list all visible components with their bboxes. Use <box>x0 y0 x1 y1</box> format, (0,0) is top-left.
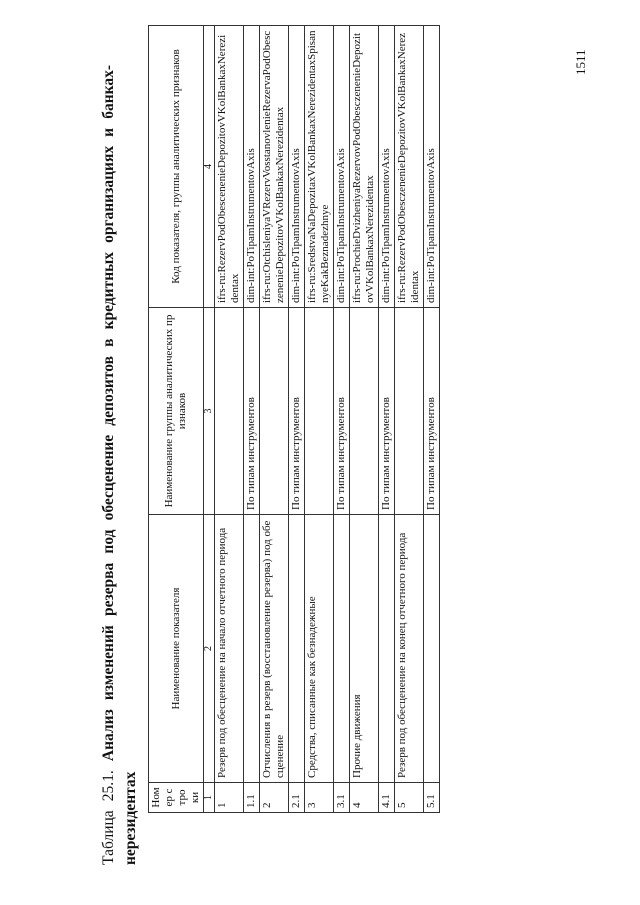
table-row <box>260 26 289 813</box>
row-number: 2.1 <box>289 783 305 813</box>
column-number: 2 <box>204 515 215 783</box>
group-name: По типам инструментов <box>334 308 350 515</box>
row-number: 4.1 <box>379 783 395 813</box>
table-row <box>305 26 334 813</box>
table-row <box>289 26 305 813</box>
indicator-name: Резерв под обесценение на конец отчетного периода <box>395 515 424 783</box>
table-row <box>424 26 440 813</box>
indicator-name: Прочие движения <box>350 515 379 783</box>
indicator-code: ifrs-ru:RezervPodObesczenenieDepozitovVKolBankaxNerezidentax <box>395 26 424 308</box>
group-name <box>350 308 379 515</box>
table-row <box>215 26 244 813</box>
indicator-name: Средства, списанные как безнадежные <box>305 515 334 783</box>
row-number: 5 <box>395 783 424 813</box>
row-number: 2 <box>260 783 289 813</box>
indicator-code: dim-int:PoTipamInstrumentovAxis <box>289 26 305 308</box>
table-title-lead: Таблица 25.1. <box>100 770 117 865</box>
header-code: Код показателя, группы аналитических признаков <box>149 26 204 308</box>
table-row <box>395 26 424 813</box>
group-name <box>395 308 424 515</box>
table-title <box>98 65 142 865</box>
indicator-name: Отчисления в резерв (восстановление резерва) под обесценение <box>260 515 289 783</box>
row-number: 3 <box>305 783 334 813</box>
indicator-name <box>244 515 260 783</box>
column-number: 1 <box>204 783 215 813</box>
table-title-text: Анализ изменений резерва под обесценение депозитов в кредитных организациях и банках-нерезидентах <box>100 64 139 865</box>
group-name <box>260 308 289 515</box>
indicator-code: dim-int:PoTipamInstrumentovAxis <box>424 26 440 308</box>
indicator-name <box>379 515 395 783</box>
group-name: По типам инструментов <box>244 308 260 515</box>
column-number-row <box>204 26 215 813</box>
table-row <box>379 26 395 813</box>
table-row <box>334 26 350 813</box>
indicator-code: dim-int:PoTipamInstrumentovAxis <box>334 26 350 308</box>
indicator-code: ifrs-ru:ProchieDvizheniyaRezervovPodObesczenenieDepozitovVKolBankaxNerezidentax <box>350 26 379 308</box>
column-number: 3 <box>204 308 215 515</box>
group-name: По типам инструментов <box>379 308 395 515</box>
indicator-name <box>424 515 440 783</box>
header-row-number: Номер строки <box>149 783 204 813</box>
table-row <box>350 26 379 813</box>
group-name: По типам инструментов <box>424 308 440 515</box>
column-number: 4 <box>204 26 215 308</box>
header-row <box>149 26 204 813</box>
indicator-code: dim-int:PoTipamInstrumentovAxis <box>244 26 260 308</box>
page-number: 1511 <box>573 49 588 75</box>
row-number: 4 <box>350 783 379 813</box>
table-row <box>244 26 260 813</box>
indicator-code: ifrs-ru:SredstvaNaDepozitaxVKolBankaxNerezidentaxSpisannyeKakBeznadezhnye <box>305 26 334 308</box>
header-indicator-name: Наименование показателя <box>149 515 204 783</box>
row-number: 1.1 <box>244 783 260 813</box>
header-group-name: Наименование группы аналитических признаков <box>149 308 204 515</box>
row-number: 5.1 <box>424 783 440 813</box>
indicator-code: dim-int:PoTipamInstrumentovAxis <box>379 26 395 308</box>
group-name: По типам инструментов <box>289 308 305 515</box>
indicator-name: Резерв под обесценение на начало отчетного периода <box>215 515 244 783</box>
row-number: 1 <box>215 783 244 813</box>
group-name <box>305 308 334 515</box>
indicator-name <box>334 515 350 783</box>
row-number: 3.1 <box>334 783 350 813</box>
indicator-name <box>289 515 305 783</box>
indicator-code: ifrs-ru:OtchisleniyaVRezervVosstanovlenieRezervaPodObesczenenieDepozitovVKolBankaxNerezidentax <box>260 26 289 308</box>
indicator-code: ifrs-ru:RezervPodObescenenieDepozitovVKolBankaxNerezidentax <box>215 26 244 308</box>
group-name <box>215 308 244 515</box>
data-table <box>148 25 440 813</box>
